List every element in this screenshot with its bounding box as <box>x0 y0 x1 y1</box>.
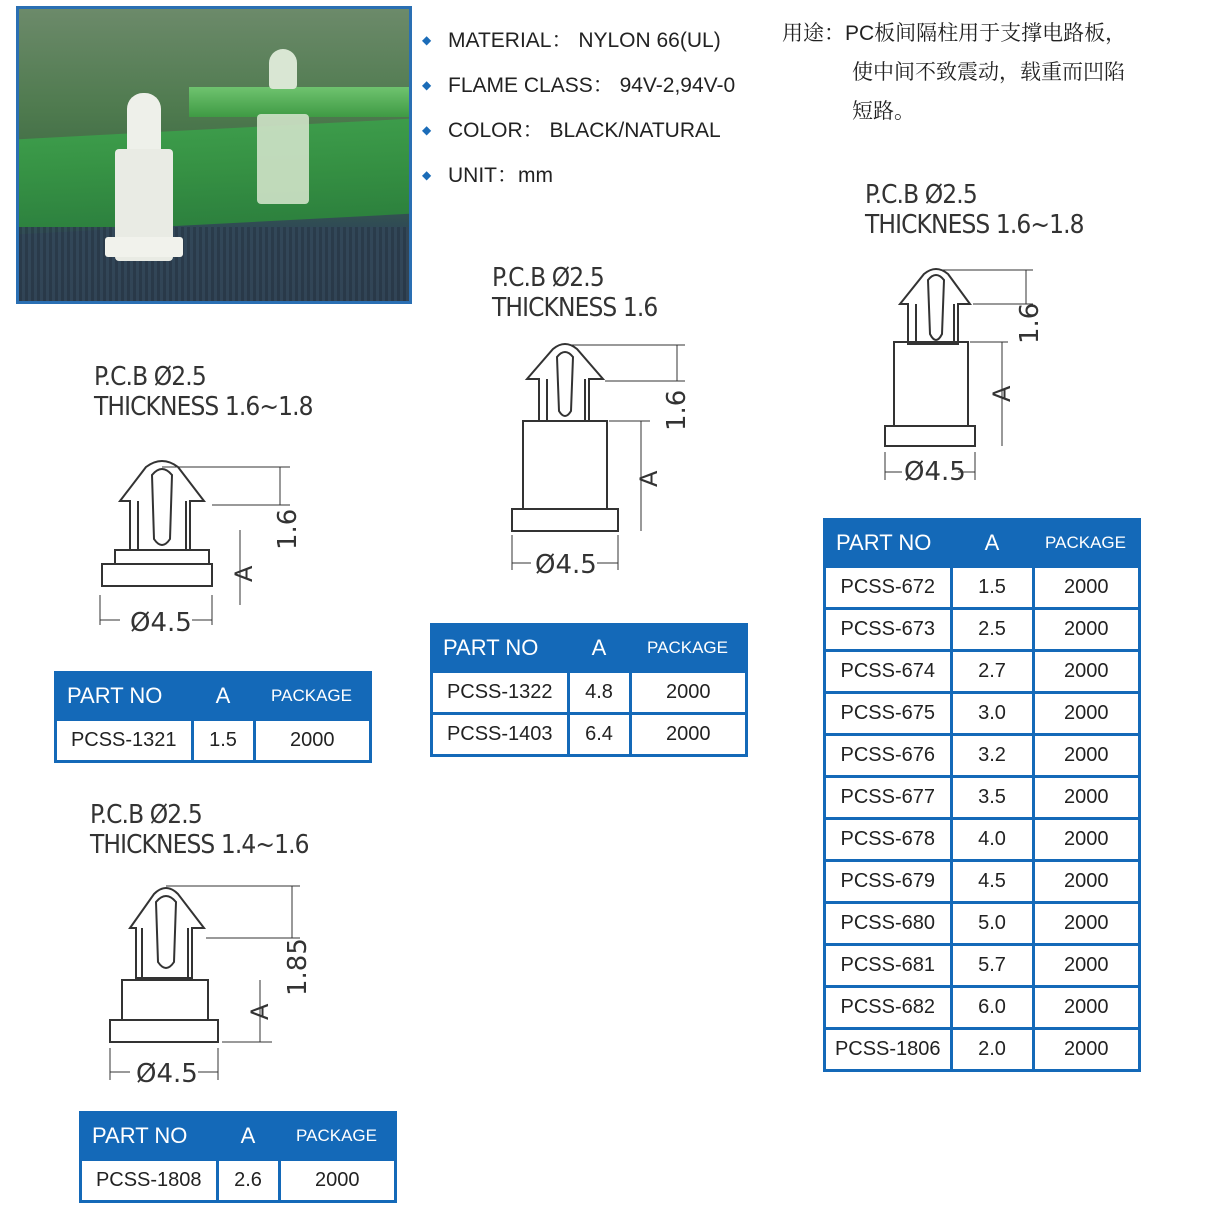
pcb-spec-left-top <box>94 362 313 422</box>
col-part-no: PART NO <box>825 520 952 567</box>
pcb-spec-middle <box>492 263 657 323</box>
table-row: PCSS-676 3.2 2000 <box>825 735 1140 777</box>
diamond-bullet-icon: ◆ <box>422 33 432 47</box>
spacer-drawing-left-bottom <box>100 880 320 1090</box>
col-a: A <box>951 520 1033 567</box>
col-a: A <box>217 1113 279 1160</box>
spec-list <box>422 18 735 198</box>
spacer-drawing-left-top <box>90 455 310 640</box>
table-row: PCSS-1403 6.4 2000 <box>432 714 747 756</box>
pcb-thickness-label: THICKNESS 1.6~1.8 <box>94 392 313 422</box>
table-row: PCSS-682 6.0 2000 <box>825 987 1140 1029</box>
height-label: 1.6 <box>662 389 692 431</box>
table-row: PCSS-1322 4.8 2000 <box>432 672 747 714</box>
col-a: A <box>192 673 254 720</box>
spec-unit: ◆ UNIT： mm <box>422 153 735 198</box>
spacer-drawing-middle <box>505 335 705 585</box>
diameter-label: Ø4.5 <box>904 457 966 487</box>
pcb-hole-label: P.C.B Ø2.5 <box>90 800 202 830</box>
usage-line-3: 短路。 <box>852 100 915 123</box>
col-package: PACKAGE <box>1033 520 1140 567</box>
table-row: PCSS-675 3.0 2000 <box>825 693 1140 735</box>
diamond-bullet-icon: ◆ <box>422 78 432 92</box>
usage-description <box>782 14 1182 131</box>
table-row: PCSS-673 2.5 2000 <box>825 609 1140 651</box>
height-label: 1.6 <box>1015 302 1045 344</box>
diameter-label: Ø4.5 <box>136 1059 198 1089</box>
col-package: PACKAGE <box>279 1113 396 1160</box>
col-package: PACKAGE <box>630 625 747 672</box>
product-photo <box>16 6 412 304</box>
pcb-hole-label: P.C.B Ø2.5 <box>865 180 977 210</box>
spec-material: ◆ MATERIAL： NYLON 66(UL) <box>422 18 735 63</box>
table-row: PCSS-680 5.0 2000 <box>825 903 1140 945</box>
spec-color: ◆ COLOR： BLACK/NATURAL <box>422 108 735 153</box>
col-package: PACKAGE <box>254 673 371 720</box>
a-label: A <box>246 1003 274 1020</box>
spacer-drawing-right <box>878 262 1068 492</box>
pcb-hole-label: P.C.B Ø2.5 <box>492 263 604 293</box>
table-row: PCSS-1321 1.5 2000 <box>56 720 371 762</box>
pcb-hole-label: P.C.B Ø2.5 <box>94 362 206 392</box>
parts-table-right <box>823 518 1141 1072</box>
pcb-thickness-label: THICKNESS 1.4~1.6 <box>90 830 309 860</box>
table-row: PCSS-672 1.5 2000 <box>825 567 1140 609</box>
spec-flame-class: ◆ FLAME CLASS： 94V-2,94V-0 <box>422 63 735 108</box>
a-label: A <box>635 470 663 487</box>
pcb-spec-right <box>865 180 1084 240</box>
table-row: PCSS-679 4.5 2000 <box>825 861 1140 903</box>
pcb-thickness-label: THICKNESS 1.6~1.8 <box>865 210 1084 240</box>
parts-table-left-bottom <box>79 1111 397 1203</box>
table-row: PCSS-1808 2.6 2000 <box>81 1160 396 1202</box>
table-row: PCSS-677 3.5 2000 <box>825 777 1140 819</box>
parts-table-middle <box>430 623 748 757</box>
table-row: PCSS-1806 2.0 2000 <box>825 1029 1140 1071</box>
col-a: A <box>568 625 630 672</box>
col-part-no: PART NO <box>81 1113 218 1160</box>
height-label: 1.85 <box>283 938 313 996</box>
usage-label: 用途： <box>782 22 845 45</box>
diamond-bullet-icon: ◆ <box>422 123 432 137</box>
height-label: 1.6 <box>273 508 303 550</box>
col-part-no: PART NO <box>56 673 193 720</box>
diamond-bullet-icon: ◆ <box>422 168 432 182</box>
diameter-label: Ø4.5 <box>130 608 192 638</box>
diameter-label: Ø4.5 <box>535 550 597 580</box>
usage-line-2: 使中间不致震动，载重而凹陷 <box>852 61 1125 84</box>
a-label: A <box>988 385 1016 402</box>
usage-line-1: PC板间隔柱用于支撑电路板， <box>845 22 1127 45</box>
table-row: PCSS-678 4.0 2000 <box>825 819 1140 861</box>
a-label: A <box>230 565 258 582</box>
pcb-spec-left-bottom <box>90 800 309 860</box>
table-row: PCSS-674 2.7 2000 <box>825 651 1140 693</box>
col-part-no: PART NO <box>432 625 569 672</box>
pcb-thickness-label: THICKNESS 1.6 <box>492 293 658 323</box>
parts-table-left-top <box>54 671 372 763</box>
table-row: PCSS-681 5.7 2000 <box>825 945 1140 987</box>
